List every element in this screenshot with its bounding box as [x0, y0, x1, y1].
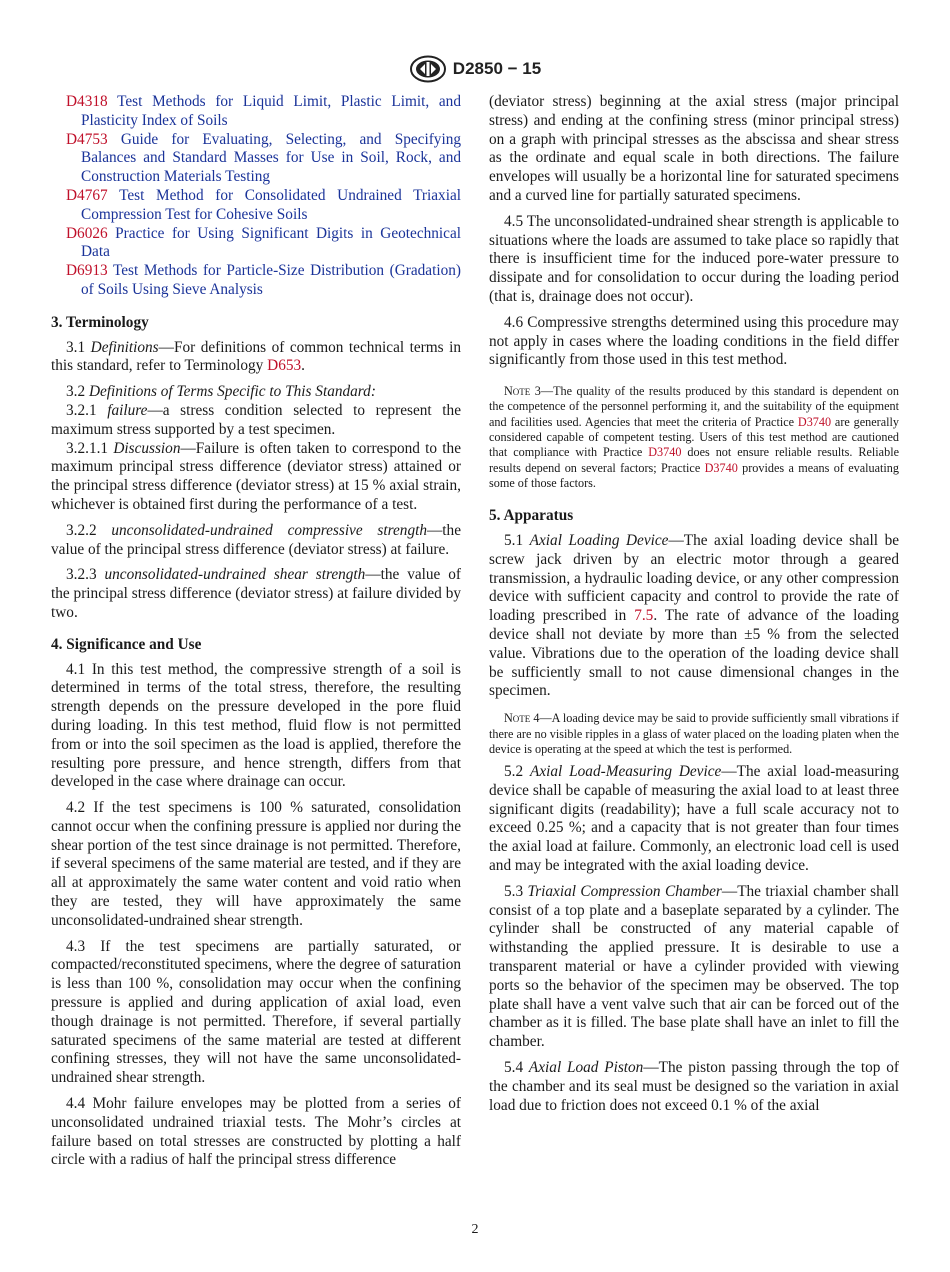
ref-title[interactable]: Practice for Using Significant Digits in Geotechnical Data: [81, 224, 461, 261]
para-3-2: 3.2 Definitions of Terms Specific to This Standard:: [66, 383, 376, 401]
reference-d6913: [51, 262, 461, 300]
para-5-3: 5.3 Triaxial Compression Chamber—The triaxial chamber shall consist of a top plate and a baseplate separated by a cylinder. The cylinder shall be constructed of any material capable of withstanding the applied pressure. It is desirable to use a transparent material or have a cylinder provided with viewing ports so the behavior of the specimen may be observed. The top plate shall have a vent valve such that air can be forced out of the chamber as it is filled. The base plate shall have an inlet to fill the chamber.: [489, 882, 900, 1051]
ref-title[interactable]: Test Methods for Liquid Limit, Plastic Limit, and Plasticity Index of Soils: [81, 93, 461, 129]
note-4: Note 4—A loading device may be said to provide sufficiently small vibrations if there are no visible ripples in a glass of water placed on the loading platen when the device is operating at the speed at which the test is performed.: [489, 711, 899, 756]
para-3-2-3: 3.2.3 unconsolidated-undrained shear strength—the value of the principal stress difference (deviator stress) at failure divided by two.: [51, 566, 461, 621]
ref-d653-link[interactable]: D653: [267, 357, 302, 375]
note-3: Note 3—The quality of the results produced by this standard is dependent on the competence of the personnel performing it, and the suitability of the equipment and facilities used. Agencies that meet the criteria of Practice D3740 are generally considered capable of competent testing. Users of this test method are cautioned that compliance with Practice D3740 does not ensure reliable results. Reliable results depend on several factors; Practice D3740 provides a means of evaluating some of those factors.: [489, 384, 899, 490]
ref-d3740-link[interactable]: D3740: [648, 445, 682, 460]
ref-code[interactable]: D4767: [66, 186, 108, 204]
para-4-2: 4.2 If the test specimens is 100 % saturated, consolidation cannot occur when the confining pressure is applied nor during the shear portion of the test since drainage is not permitted. Therefore, if several specimens of the same material are tested, and if they are all at approximately the same water content and void ratio when they are tested, they will have approximately the same unconsolidated-undrained shear strength.: [51, 799, 461, 929]
reference-d6026: [51, 225, 461, 263]
para-4-4-continued: (deviator stress) beginning at the axial stress (major principal stress) and ending at the confining stress (minor principal stress) on a graph with principal stresses as the abscissa and shear stress as the ordinate and equal scale in both directions. The failure envelopes will usually be a horizontal line for saturated specimens and a curved line for partially saturated specimens.: [489, 93, 899, 204]
section-heading-terminology: 3. Terminology: [51, 313, 149, 331]
section-heading-significance: 4. Significance and Use: [51, 635, 202, 653]
para-3-2-1-1: 3.2.1.1 Discussion—Failure is often taken to correspond to the maximum principal stress difference (deviator stress) attained or the principal stress difference (deviator stress) at 15 % axial strain, whichever is obtained first during the performance of a test.: [51, 439, 461, 513]
ref-title[interactable]: Test Method for Consolidated Undrained Triaxial Compression Test for Cohesive Soils: [81, 186, 461, 223]
para-4-5: 4.5 The unconsolidated-undrained shear strength is applicable to situations where the loads are assumed to take place so rapidly that there is insufficient time for the induced pore-water pressure to dissipate and for consolidation to occur during the loading period (that is, drainage does not occur).: [489, 212, 899, 305]
right-column: [489, 93, 899, 1115]
astm-logo-icon: [409, 55, 447, 83]
ref-code[interactable]: D6026: [66, 224, 108, 242]
para-4-1: 4.1 In this test method, the compressive strength of a soil is determined in terms of the total stress, therefore, the resulting strength depends on the pressure developed in the pore fluid during loading. In this test method, fluid flow is not permitted from or into the soil specimen as the load is applied, therefore the resulting pore pressure, and hence strength, differs from that developed in the case where drainage can occur.: [51, 660, 461, 791]
para-4-4: 4.4 Mohr failure envelopes may be plotted from a series of unconsolidated undrained triaxial tests. The Mohr’s circles at failure based on total stresses are constructed by plotting a half circle with a radius of half the principal stress difference: [51, 1095, 461, 1169]
para-3-1: 3.1 Definitions—For definitions of common technical terms in this standard, refer to Terminology D653.: [51, 338, 461, 375]
para-3-2-1: 3.2.1 failure—a stress condition selected to represent the maximum stress supported by a test specimen.: [51, 401, 461, 438]
ref-title[interactable]: Guide for Evaluating, Selecting, and Specifying Balances and Standard Masses for Use in Soil, Rock, and Construction Materials Testing: [81, 130, 461, 186]
page-header: [0, 55, 950, 88]
section-heading-apparatus: 5. Apparatus: [489, 507, 574, 525]
reference-d4318: [51, 93, 461, 131]
para-3-2-2: 3.2.2 unconsolidated-undrained compressive strength—the value of the principal stress difference (deviator stress) at failure.: [51, 521, 461, 558]
ref-d3740-link[interactable]: D3740: [797, 414, 832, 429]
para-5-4: 5.4 Axial Load Piston—The piston passing through the top of the chamber and its seal must be designed so the variation in axial load due to friction does not exceed 0.1 % of the axial: [489, 1059, 899, 1114]
para-5-2: 5.2 Axial Load-Measuring Device—The axial load-measuring device shall be capable of measuring the axial load to at least three significant digits (readability); have a full scale accuracy not to exceed 0.25 %; and a capacity that is not greater than four times the axial load at failure. Commonly, an electronic load cell is used and may be integrated with the axial loading device.: [489, 763, 900, 875]
reference-d4753: [51, 131, 461, 187]
ref-7-5-link[interactable]: 7.5: [634, 607, 654, 625]
reference-d4767: [51, 187, 461, 225]
para-4-3: 4.3 If the test specimens are partially saturated, or compacted/reconstituted specimens, where the degree of saturation is less than 100 %, consolidation may occur when the confining pressure is applied and during application of axial load, even though drainage is not permitted. Therefore, if several partially saturated specimens of the same material are tested at different confining stresses, they will not have the same unconsolidated-undrained shear strength.: [51, 937, 461, 1087]
page-number: 2: [471, 1222, 479, 1237]
ref-code[interactable]: D4318: [66, 93, 108, 110]
standard-designation: D2850 − 15: [452, 59, 542, 78]
ref-code[interactable]: D6913: [66, 262, 108, 280]
ref-title[interactable]: Test Methods for Particle-Size Distribution (Gradation) of Soils Using Sieve Analysis: [81, 262, 461, 298]
para-4-6: 4.6 Compressive strengths determined using this procedure may not apply in cases where the loading conditions in the field differ significantly from those used in this test method.: [489, 313, 899, 369]
ref-d3740-link[interactable]: D3740: [704, 460, 738, 475]
ref-code[interactable]: D4753: [66, 130, 108, 148]
left-column: [51, 93, 461, 1170]
para-5-1: 5.1 Axial Loading Device—The axial loading device shall be screw jack driven by an electric motor through a geared transmission, a hydraulic loading device, or any other compression device with sufficient capacity and control to provide the rate of loading prescribed in 7.5. The rate of advance of the loading device shall not deviate by more than ±5 % from the selected value. Vibrations due to the operation of the loading device shall be sufficiently small to not cause dimensional changes in the specimen.: [489, 532, 900, 700]
